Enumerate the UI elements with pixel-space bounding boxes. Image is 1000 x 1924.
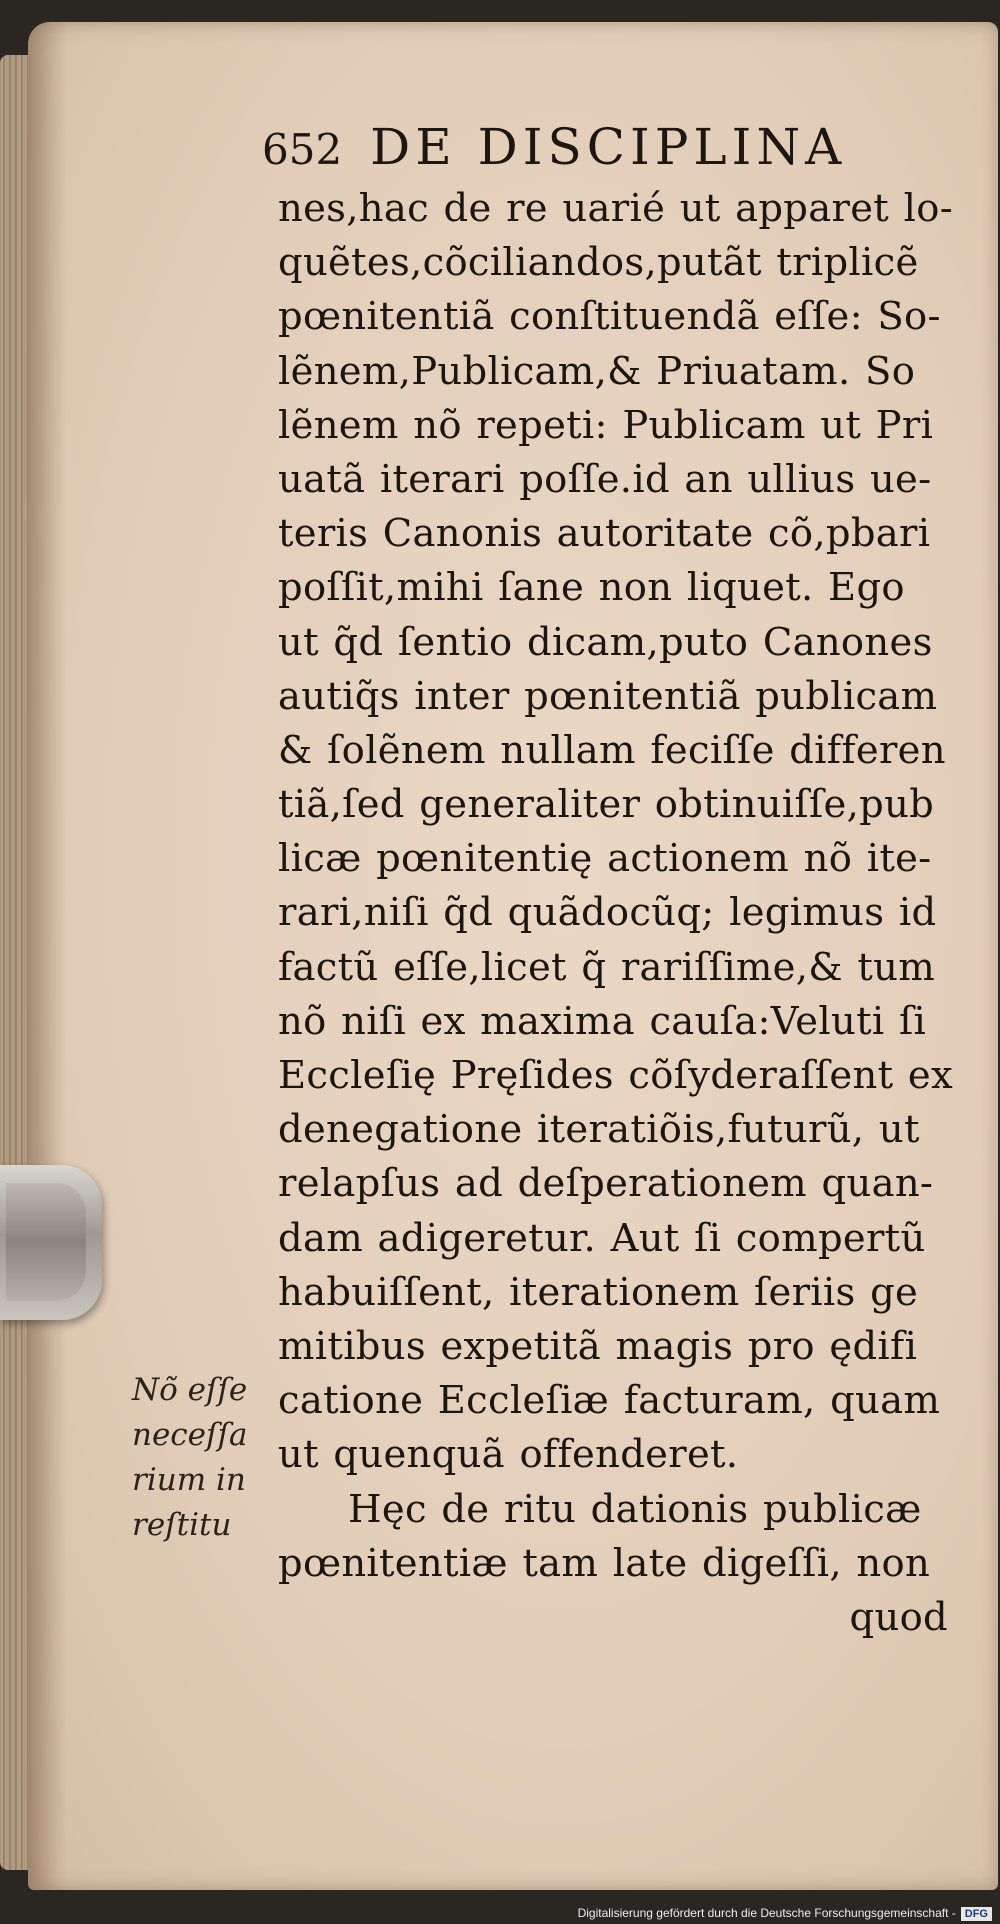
dfg-logo: DFG: [961, 1907, 992, 1921]
text-line: Eccleſię Pręſides cõſyderaſſent ex: [278, 1053, 954, 1098]
digitization-credit-text: Digitalisierung gefördert durch die Deutsche Forschungsgemeinschaft -: [577, 1906, 956, 1920]
text-line: nõ niſi ex maxima cauſa:Veluti ſi: [278, 998, 927, 1044]
text-line: tiã,ſed generaliter obtinuiſſe,pub: [278, 782, 935, 828]
page-clip-inner: [6, 1183, 86, 1301]
text-line: lẽnem,Publicam,& Priuatam. So: [278, 348, 916, 394]
page-number: 652: [262, 125, 343, 174]
catchword: quod: [849, 1594, 948, 1640]
running-head: [262, 118, 922, 178]
text-line: pœnitentiã conſtituendã eſſe: So-: [278, 294, 941, 340]
marginal-note-line: reſtitu: [132, 1507, 232, 1543]
text-line: poſſit,mihi ſane non liquet. Ego: [278, 565, 905, 611]
marginal-note-line: Nõ eſſe: [132, 1372, 248, 1408]
text-line: nes,hac de re uarié ut apparet lo-: [278, 186, 954, 231]
text-line: catione Eccleſiæ facturam, quam: [278, 1378, 941, 1424]
text-line: uatã iterari poſſe.id an ullius ue-: [278, 456, 932, 502]
main-text-block: [278, 182, 960, 1645]
page-gutter-shadow: [28, 22, 68, 1890]
text-line: & ſolẽnem nullam feciſſe differen: [278, 727, 946, 773]
running-head-title: DE DISCIPLINA: [370, 118, 847, 176]
marginal-note: [132, 1368, 282, 1548]
text-line: dam adigeretur. Aut ſi compertũ: [278, 1215, 926, 1261]
text-line: quẽtes,cõciliandos,putãt triplicẽ: [278, 240, 919, 286]
text-line: factũ eſſe,licet q̃ rariſſime,& tum: [278, 944, 936, 990]
text-line: teris Canonis autoritate cõ,pbari: [278, 511, 931, 557]
text-line: ut q̃d ſentio dicam,puto Canones: [278, 619, 933, 665]
marginal-note-line: rium in: [132, 1462, 246, 1498]
text-line: lẽnem nõ repeti: Publicam ut Pri: [278, 402, 934, 448]
text-line: pœnitentiæ tam late digeſſi, non: [278, 1540, 931, 1586]
text-line: licæ pœnitentię actionem nõ ite-: [278, 836, 932, 882]
text-line: relapſus ad deſperationem quan-: [278, 1161, 934, 1207]
text-line: rari,niſi q̃d quãdocũq; legimus id: [278, 890, 937, 936]
marginal-note-line: neceſſa: [132, 1417, 248, 1453]
text-line: Hęc de ritu dationis publicæ: [348, 1486, 922, 1532]
text-line: denegatione iteratiõis,futurũ, ut: [278, 1107, 920, 1153]
text-line: habuiſſent, iterationem ſeriis ge: [278, 1269, 919, 1315]
text-line: autiq̃s inter pœnitentiã publicam: [278, 673, 938, 719]
digitization-credit: [578, 1904, 992, 1922]
text-line: ut quenquã offenderet.: [278, 1432, 739, 1478]
text-line: mitibus expetitã magis pro ędifi: [278, 1323, 918, 1369]
